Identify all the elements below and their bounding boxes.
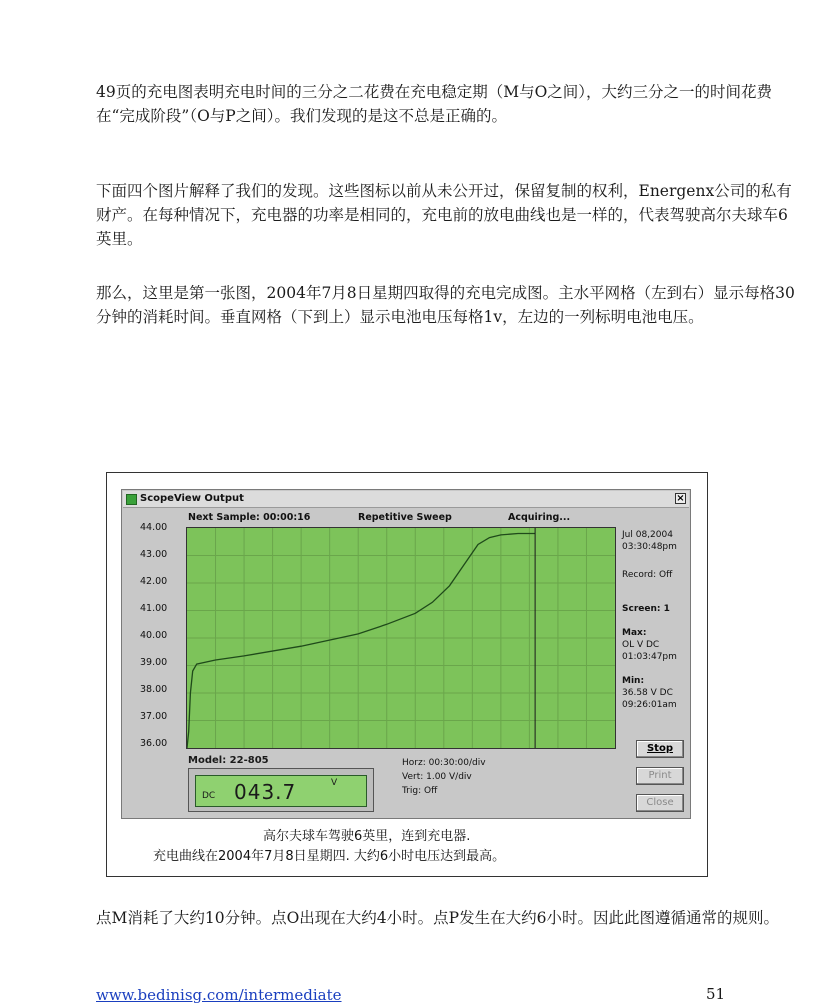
voltage-chart <box>187 528 615 748</box>
print-button[interactable]: Print <box>636 767 684 785</box>
stop-button[interactable]: Stop <box>636 740 684 758</box>
scopeview-window <box>121 489 691 819</box>
screen-readout: Screen: 1 <box>622 604 670 614</box>
sweep-mode-label: Repetitive Sweep <box>358 512 452 523</box>
y-tick-label: 38.00 <box>140 684 168 695</box>
window-titlebar <box>123 491 689 508</box>
y-tick-label: 39.00 <box>140 657 168 668</box>
next-sample-label: Next Sample: 00:00:16 <box>188 512 311 523</box>
page-number: 51 <box>706 985 726 1003</box>
scope-figure <box>106 472 708 877</box>
trig-setting: Trig: Off <box>402 786 438 796</box>
min-value: 36.58 V DC <box>622 688 673 698</box>
window-title: ScopeView Output <box>140 493 244 504</box>
y-tick-label: 43.00 <box>140 549 168 560</box>
y-tick-label: 40.00 <box>140 630 168 641</box>
y-tick-label: 41.00 <box>140 603 168 614</box>
date-readout: Jul 08,2004 <box>622 530 673 540</box>
record-readout: Record: Off <box>622 570 673 580</box>
max-value: OL V DC <box>622 640 660 650</box>
time-readout: 03:30:48pm <box>622 542 677 552</box>
max-time: 01:03:47pm <box>622 652 677 662</box>
status-label: Acquiring... <box>508 512 571 523</box>
app-icon <box>126 494 137 505</box>
horz-setting: Horz: 00:30:00/div <box>402 758 486 768</box>
model-label: Model: 22-805 <box>188 755 269 766</box>
paragraph-1: 49页的充电图表明充电时间的三分之二花费在充电稳定期（M与O之间），大约三分之一的时间花费在“完成阶段”（O与P之间）。我们发现的是这不总是正确的。 <box>96 83 773 125</box>
min-time: 09:26:01am <box>622 700 677 710</box>
meter-value: 043.7 <box>234 780 297 804</box>
figure-caption-1: 高尔夫球车驾驶6英里，连到充电器. <box>263 829 471 844</box>
meter-display <box>195 775 367 807</box>
voltage-trace <box>187 534 535 749</box>
y-tick-label: 37.00 <box>140 711 168 722</box>
paragraph-2: 下面四个图片解释了我们的发现。这些图标以前从未公开过，保留复制的权利，Energenx公司的私有财产。在每种情况下，充电器的功率是相同的，充电前的放电曲线也是一样的，代表驾驶高尔夫球车6英里。 <box>96 182 792 248</box>
figure-caption-2: 充电曲线在2004年7月8日星期四. 大约6小时电压达到最高。 <box>153 849 506 864</box>
meter-unit: V <box>331 778 338 788</box>
paragraph-4: 点M消耗了大约10分钟。点O出现在大约4小时。点P发生在大约6小时。因此此图遵循通常的规则。 <box>96 909 779 927</box>
y-tick-label: 36.00 <box>140 738 168 749</box>
scope-plot-area <box>186 527 616 749</box>
y-tick-label: 44.00 <box>140 522 168 533</box>
max-label: Max: <box>622 628 647 638</box>
vert-setting: Vert: 1.00 V/div <box>402 772 472 782</box>
close-button[interactable]: Close <box>636 794 684 812</box>
footer-link[interactable]: www.bedinisg.com/intermediate <box>96 986 342 1004</box>
meter-frame <box>188 768 374 812</box>
y-tick-label: 42.00 <box>140 576 168 587</box>
paragraph-3: 那么，这里是第一张图，2004年7月8日星期四取得的充电完成图。主水平网格（左到右）显示每格30分钟的消耗时间。垂直网格（下到上）显示电池电压每格1v，左边的一列标明电池电压。 <box>96 284 795 326</box>
close-icon[interactable]: × <box>676 493 685 504</box>
meter-mode: DC <box>202 791 216 801</box>
min-label: Min: <box>622 676 645 686</box>
